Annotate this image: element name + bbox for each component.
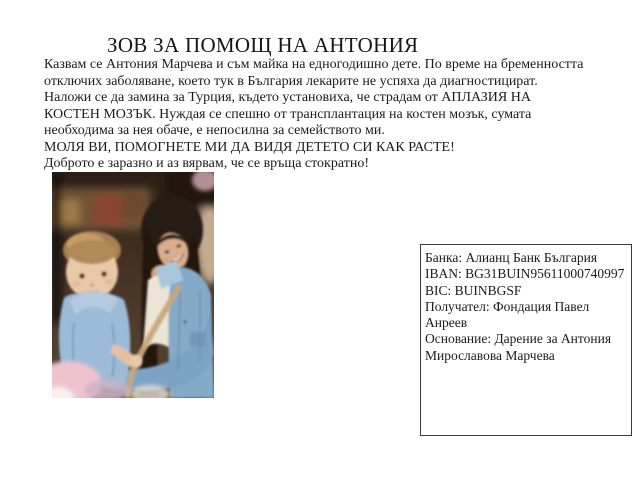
bic: BIC: BUINBGSF — [425, 282, 522, 298]
body-line-2: отключих заболяване, което тук в България лекарите не успяха да диагностицират. — [44, 73, 538, 89]
body-line-5: необходима за нея обаче, е непосилна за семейството ми. — [44, 123, 385, 138]
iban: IBAN: BG31BUIN95611000740997 — [425, 266, 625, 282]
body-line-7: Доброто е заразно и аз вярвам, че се връща стократно! — [44, 156, 369, 171]
photo-illustration — [52, 172, 214, 398]
reason-line-1: Основание: Дарение за Антония — [425, 331, 612, 347]
body-line-4: КОСТЕН МОЗЪК. Нуждая се спешно от трансплантация на костен мозък, сумата — [44, 106, 532, 122]
recipient-line-2: Анреев — [425, 315, 468, 331]
body-line-3: Наложи се да замина за Турция, където установиха, че страдам от АПЛАЗИЯ НА — [44, 90, 531, 105]
page-title: ЗОВ ЗА ПОМОЩ НА АНТОНИЯ — [107, 33, 419, 57]
bank-name: Банка: Алианц Банк България — [425, 250, 598, 265]
recipient-line-1: Получател: Фондация Павел — [425, 298, 590, 314]
bank-details-box — [420, 244, 632, 436]
body-line-6: МОЛЯ ВИ, ПОМОГНЕТЕ МИ ДА ВИДЯ ДЕТЕТО СИ КАК РАСТЕ! — [44, 139, 455, 155]
photo-antonia-with-baby — [52, 172, 214, 398]
body-line-1: Казвам се Антония Марчева и съм майка на едногодишно дете. По време на бременността — [44, 57, 584, 72]
reason-line-2: Мирославова Марчева — [425, 347, 555, 363]
body-text — [44, 57, 604, 173]
